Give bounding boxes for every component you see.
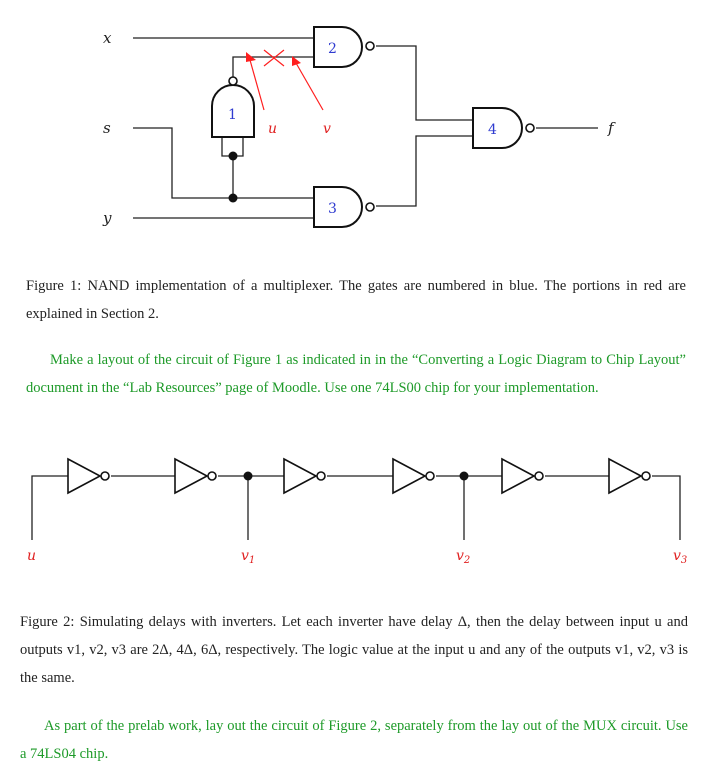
label-v1: $v_1$ — [241, 548, 256, 566]
svg-text:4: 4 — [488, 122, 497, 138]
paragraph-layout-mux: Make a layout of the circuit of Figure 1 as indicated in in the “Converting a Logic Diagram to Chip Layout” document in the “Lab Resources” page of Moodle. Use one 74LS00 chip for your implementation. — [26, 352, 686, 396]
inverter-2 — [175, 459, 216, 493]
inverter-3 — [284, 459, 325, 493]
inverter-4 — [393, 459, 434, 493]
inverter-1 — [68, 459, 109, 493]
svg-text:2: 2 — [328, 41, 337, 57]
label-u: u — [268, 121, 278, 137]
label-y: y — [103, 209, 112, 227]
label-x: x — [103, 29, 112, 47]
label-v: v — [323, 121, 331, 137]
junction-dot-v2 — [460, 472, 469, 481]
paragraph-prelab: As part of the prelab work, lay out the circuit of Figure 2, separately from the lay out of the MUX circuit. Use a 74LS04 chip. — [20, 718, 688, 762]
label-u-fig2: u — [27, 548, 37, 564]
label-s: s — [103, 119, 111, 137]
label-v3: $v_3$ — [673, 548, 688, 566]
inverter-5 — [502, 459, 543, 493]
label-f: f — [608, 119, 614, 137]
inverter-6 — [609, 459, 650, 493]
figure-1-caption: Figure 1: NAND implementation of a multiplexer. The gates are numbered in blue. The portions in red are explained in Section 2. — [26, 278, 686, 322]
svg-text:1: 1 — [228, 107, 237, 123]
figure-2-wires — [32, 476, 680, 540]
svg-text:3: 3 — [328, 201, 337, 217]
label-v2: $v_2$ — [456, 548, 471, 566]
figure-2-caption: Figure 2: Simulating delays with inverters. Let each inverter have delay Δ, then the delay between input u and outputs v1, v2, v3 are 2Δ, 4Δ, 6Δ, respectively. The logic value at the input u and any of the outputs v1, v2, v3 is the same. — [20, 614, 688, 686]
junction-dot-v1 — [244, 472, 253, 481]
